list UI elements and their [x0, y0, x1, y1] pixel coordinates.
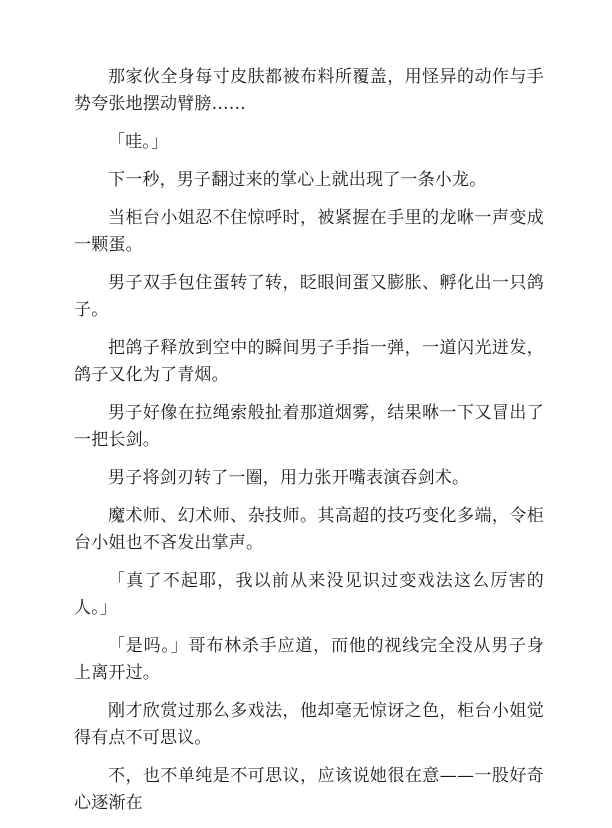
paragraph-7: 男子好像在拉绳索般扯着那道烟雾，结果咻一下又冒出了一把长剑。 — [74, 403, 544, 450]
paragraph-9: 魔术师、幻术师、杂技师。其高超的技巧变化多端，令柜台小姐也不吝发出掌声。 — [74, 506, 544, 553]
paragraph-2: 「哇。」 — [108, 132, 169, 152]
paragraph-6: 把鸽子释放到空中的瞬间男子手指一弹，一道闪光迸发，鸽子又化为了青烟。 — [74, 338, 544, 385]
paragraph-5: 男子双手包住蛋转了转，眨眼间蛋又膨胀、孵化出一只鸽子。 — [74, 273, 544, 320]
paragraph-8: 男子将剑刃转了一圈，用力张开嘴表演吞剑术。 — [108, 468, 470, 488]
paragraph-13: 不，也不单纯是不可思议，应该说她很在意——一股好奇心逐渐在 — [74, 766, 544, 813]
paragraph-3: 下一秒，男子翻过来的掌心上就出现了一条小龙。 — [108, 170, 487, 190]
story-text — [74, 64, 544, 828]
paragraph-4: 当柜台小姐忍不住惊呼时，被紧握在手里的龙咻一声变成一颗蛋。 — [74, 208, 544, 255]
paragraph-1: 那家伙全身每寸皮肤都被布料所覆盖，用怪异的动作与手势夸张地摆动臂膀…… — [74, 67, 544, 114]
paragraph-11: 「是吗。」哥布林杀手应道，而他的视线完全没从男子身上离开过。 — [74, 636, 544, 683]
paragraph-10: 「真了不起耶，我以前从来没见识过变戏法这么厉害的人。」 — [74, 571, 544, 618]
paragraph-12: 刚才欣赏过那么多戏法，他却毫无惊讶之色，柜台小姐觉得有点不可思议。 — [74, 701, 544, 748]
